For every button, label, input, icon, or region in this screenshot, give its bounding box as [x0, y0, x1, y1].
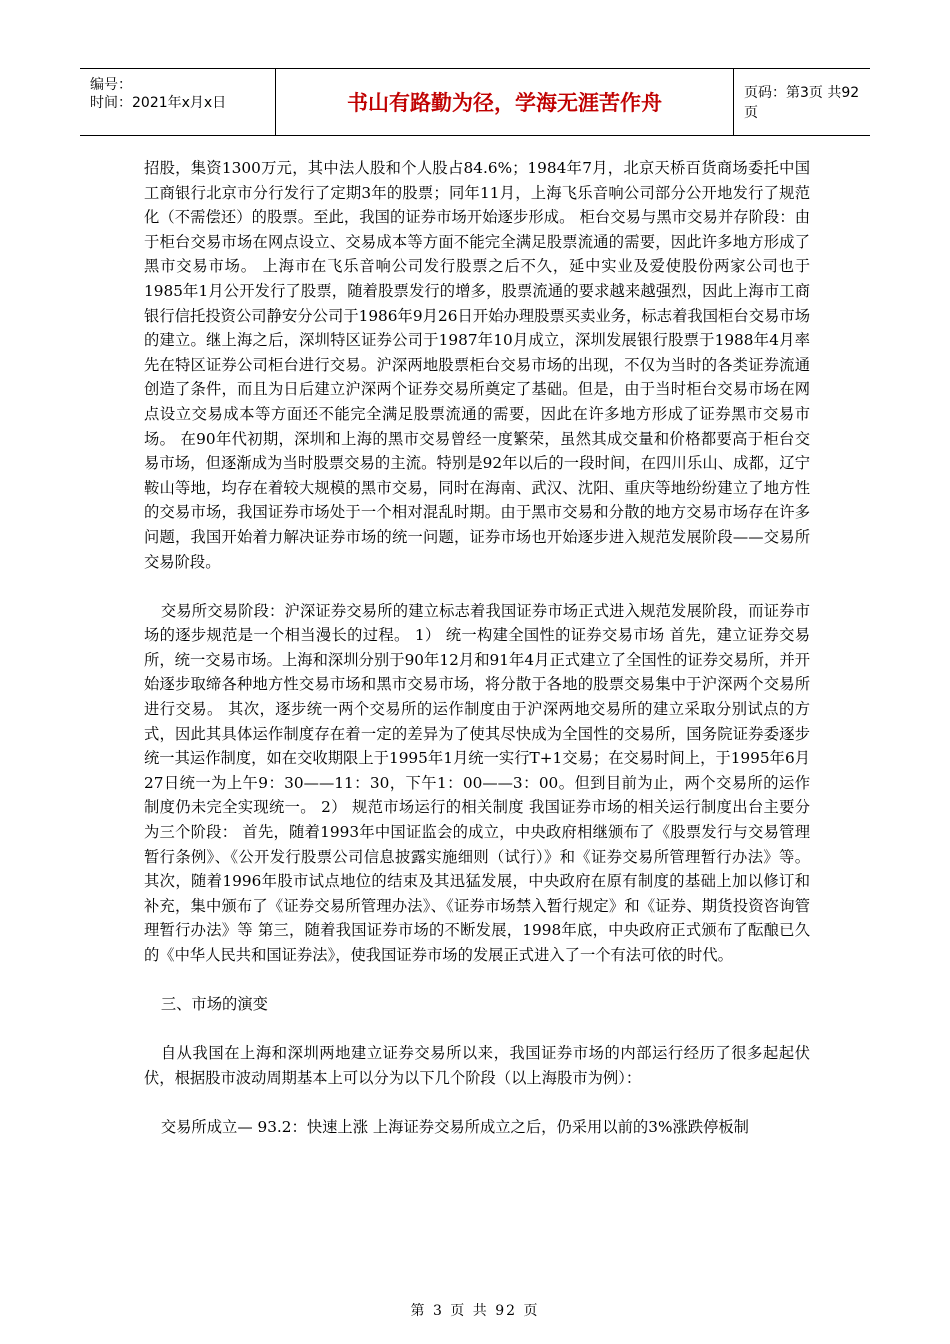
document-body	[144, 156, 810, 1140]
document-date-label: 时间：2021年x月x日	[90, 95, 227, 111]
header-meta	[80, 69, 276, 135]
paragraph: 自从我国在上海和深圳两地建立证券交易所以来，我国证券市场的内部运行经历了很多起起伏伏，根据股市波动周期基本上可以分为以下几个阶段（以上海股市为例）：	[144, 1044, 810, 1087]
page-header	[80, 68, 870, 136]
paragraph: 招股，集资1300万元，其中法人股和个人股占84.6%；1984年7月，北京天桥百货商场委托中国工商银行北京市分行发行了定期3年的股票；同年11月，上海飞乐音响公司部分公开地发行了规范化（不需偿还）的股票。至此，我国的证券市场开始逐步形成。 柜台交易与黑市交易并存阶段：由于柜台交易市场在网点设立、交易成本等方面不能完全满足股票流通的需要，因此许多地方形成了黑市交易市场。 上海市在飞乐音响公司发行股票之后不久，延中实业及爱使股份两家公司也于1985年1月公开发行了股票，随着股票发行的增多，股票流通的要求越来越强烈，因此上海市工商银行信托投资公司静安分公司于1986年9月26日开始办理股票买卖业务，标志着我国柜台交易市场的建立。继上海之后，深圳特区证券公司于1987年10月成立，深圳发展银行股票于1988年4月率先在特区证券公司柜台进行交易。沪深两地股票柜台交易市场的出现，不仅为当时的各类证券流通创造了条件，而且为日后建立沪深两个证券交易所奠定了基础。但是，由于当时柜台交易市场在网点设立交易成本等方面还不能完全满足股票流通的需要，因此在许多地方形成了证券黑市交易市场。 在90年代初期，深圳和上海的黑市交易曾经一度繁荣，虽然其成交量和价格都要高于柜台交易市场，但逐渐成为当时股票交易的主流。特别是92年以后的一段时间，在四川乐山、成都，辽宁鞍山等地，均存在着较大规模的黑市交易，同时在海南、武汉、沈阳、重庆等地纷纷建立了地方性的交易市场，我国证券市场处于一个相对混乱时期。由于黑市交易和分散的地方交易市场存在许多问题，我国开始着力解决证券市场的统一问题，证券市场也开始逐步进入规范发展阶段——交易所交易阶段。	[144, 159, 810, 571]
document-number-label: 编号：	[90, 77, 132, 93]
header-page-info: 页码：第3页 共92页	[744, 85, 860, 121]
page-footer: 第 3 页 共 92 页	[410, 1303, 540, 1319]
paragraph: 交易所交易阶段：沪深证券交易所的建立标志着我国证券市场正式进入规范发展阶段，而证券市场的逐步规范是一个相当漫长的过程。 1） 统一构建全国性的证券交易市场 首先，建立证券交易所，统一交易市场。上海和深圳分别于90年12月和91年4月正式建立了全国性的证券交易所，并开始逐步取缔各种地方性交易市场和黑市交易市场，将分散于各地的股票交易集中于沪深两个交易所进行交易。 其次，逐步统一两个交易所的运作制度由于沪深两地交易所的建立采取分别试点的方式，因此其具体运作制度存在着一定的差异为了使其尽快成为全国性的交易所，国务院证券委逐步统一其运作制度，如在交收期限上于1995年1月统一实行T+1交易；在交易时间上，于1995年6月27日统一为上午9：30——11：30，下午1：00——3：00。但到目前为止，两个交易所的运作制度仍未完全实现统一。 2） 规范市场运行的相关制度 我国证券市场的相关运行制度出台主要分为三个阶段： 首先，随着1993年中国证监会的成立，中央政府相继颁布了《股票发行与交易管理暂行条例》、《公开发行股票公司信息披露实施细则（试行）》和《证券交易所管理暂行办法》等。 其次，随着1996年股市试点地位的结束及其迅猛发展，中央政府在原有制度的基础上加以修订和补充，集中颁布了《证券交易所管理办法》、《证券市场禁入暂行规定》和《证券、期货投资咨询管理暂行办法》等 第三，随着我国证券市场的不断发展，1998年底，中央政府正式颁布了酝酿已久的《中华人民共和国证券法》，使我国证券市场的发展正式进入了一个有法可依的时代。	[144, 601, 810, 964]
header-motto: 书山有路勤为径，学海无涯苦作舟	[276, 69, 734, 135]
paragraph: 交易所成立— 93.2：快速上涨 上海证券交易所成立之后，仍采用以前的3%涨跌停板制	[160, 1118, 749, 1137]
section-heading: 三、市场的演变	[160, 995, 268, 1014]
